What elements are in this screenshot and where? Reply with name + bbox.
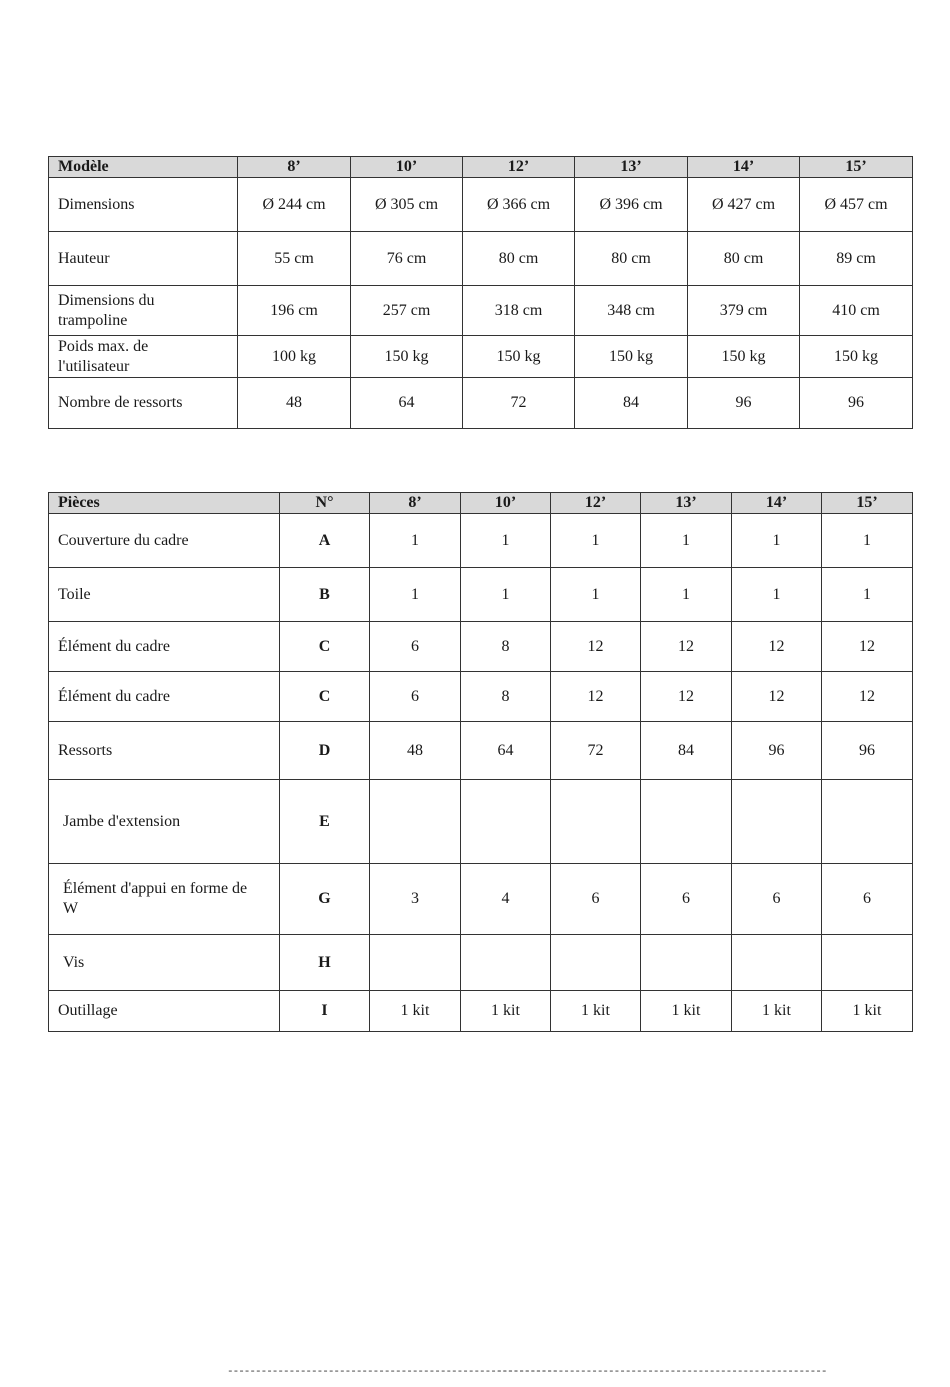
value-cell: 12 bbox=[822, 672, 913, 722]
value-cell: 1 bbox=[461, 568, 551, 622]
part-number: H bbox=[280, 935, 370, 991]
parts-header-size: 12’ bbox=[551, 493, 641, 514]
value-cell: 72 bbox=[551, 722, 641, 780]
value-cell bbox=[641, 780, 732, 864]
value-cell: 96 bbox=[800, 378, 913, 429]
spec-header-size: 12’ bbox=[463, 157, 575, 178]
value-cell: 196 cm bbox=[238, 286, 351, 336]
value-cell: 8 bbox=[461, 622, 551, 672]
spec-header-size: 10’ bbox=[351, 157, 463, 178]
value-cell bbox=[822, 780, 913, 864]
value-cell bbox=[822, 935, 913, 991]
value-cell: 3 bbox=[370, 864, 461, 935]
value-cell: 12 bbox=[551, 672, 641, 722]
value-cell: Ø 427 cm bbox=[688, 178, 800, 232]
value-cell bbox=[641, 935, 732, 991]
parts-row bbox=[49, 935, 913, 991]
spec-header-size: 8’ bbox=[238, 157, 351, 178]
spec-row bbox=[49, 286, 913, 336]
row-label-line: Toile bbox=[58, 585, 91, 603]
row-label-line: Élément d'appui en forme de bbox=[63, 880, 248, 897]
part-number: E bbox=[280, 780, 370, 864]
spec-row bbox=[49, 336, 913, 378]
value-cell: 150 kg bbox=[688, 336, 800, 378]
spec-row bbox=[49, 232, 913, 286]
value-cell: 89 cm bbox=[800, 232, 913, 286]
value-cell: 84 bbox=[641, 722, 732, 780]
value-cell: 1 kit bbox=[641, 991, 732, 1032]
row-label bbox=[49, 864, 280, 935]
value-cell: 1 bbox=[370, 568, 461, 622]
value-cell: 1 bbox=[732, 568, 822, 622]
value-cell bbox=[732, 780, 822, 864]
value-cell bbox=[370, 780, 461, 864]
value-cell: 12 bbox=[551, 622, 641, 672]
value-cell: 76 cm bbox=[351, 232, 463, 286]
value-cell: 80 cm bbox=[688, 232, 800, 286]
value-cell: 80 cm bbox=[463, 232, 575, 286]
row-label-line: Ressorts bbox=[58, 741, 113, 759]
parts-header-size: 8’ bbox=[370, 493, 461, 514]
value-cell: 348 cm bbox=[575, 286, 688, 336]
value-cell: 1 bbox=[461, 514, 551, 568]
row-label bbox=[49, 232, 238, 286]
value-cell: 6 bbox=[641, 864, 732, 935]
spec-row bbox=[49, 178, 913, 232]
parts-header-number: N° bbox=[280, 493, 370, 514]
parts-row bbox=[49, 568, 913, 622]
value-cell: 12 bbox=[732, 622, 822, 672]
value-cell: Ø 457 cm bbox=[800, 178, 913, 232]
value-cell: Ø 244 cm bbox=[238, 178, 351, 232]
row-label-line: Jambe d'extension bbox=[63, 812, 181, 830]
parts-row bbox=[49, 864, 913, 935]
parts-header-row bbox=[49, 493, 913, 514]
value-cell: 150 kg bbox=[463, 336, 575, 378]
spec-row bbox=[49, 378, 913, 429]
parts-table bbox=[48, 492, 913, 1032]
value-cell: 1 bbox=[551, 514, 641, 568]
part-number: A bbox=[280, 514, 370, 568]
value-cell: 6 bbox=[370, 622, 461, 672]
value-cell: 12 bbox=[822, 622, 913, 672]
row-label-line: Élément du cadre bbox=[58, 637, 170, 655]
row-label-line: Outillage bbox=[58, 1002, 118, 1019]
value-cell: 150 kg bbox=[575, 336, 688, 378]
part-number: C bbox=[280, 672, 370, 722]
row-label bbox=[49, 722, 280, 780]
value-cell: 1 kit bbox=[461, 991, 551, 1032]
value-cell: 257 cm bbox=[351, 286, 463, 336]
value-cell: 8 bbox=[461, 672, 551, 722]
value-cell: 55 cm bbox=[238, 232, 351, 286]
value-cell: 64 bbox=[461, 722, 551, 780]
row-label-line: Nombre de ressorts bbox=[58, 394, 183, 411]
value-cell: 84 bbox=[575, 378, 688, 429]
value-cell: 6 bbox=[370, 672, 461, 722]
parts-header-size: 13’ bbox=[641, 493, 732, 514]
value-cell bbox=[551, 780, 641, 864]
value-cell: 12 bbox=[641, 622, 732, 672]
value-cell: 6 bbox=[551, 864, 641, 935]
part-number: I bbox=[280, 991, 370, 1032]
row-label-line: Élément du cadre bbox=[58, 687, 170, 705]
value-cell: 48 bbox=[370, 722, 461, 780]
value-cell: 379 cm bbox=[688, 286, 800, 336]
value-cell: 1 kit bbox=[822, 991, 913, 1032]
part-number: B bbox=[280, 568, 370, 622]
value-cell: 1 bbox=[822, 514, 913, 568]
part-number: G bbox=[280, 864, 370, 935]
value-cell: 4 bbox=[461, 864, 551, 935]
value-cell bbox=[551, 935, 641, 991]
value-cell bbox=[732, 935, 822, 991]
row-label-line: Hauteur bbox=[58, 249, 110, 267]
value-cell: 1 kit bbox=[370, 991, 461, 1032]
value-cell: 100 kg bbox=[238, 336, 351, 378]
value-cell: 72 bbox=[463, 378, 575, 429]
value-cell: 1 bbox=[370, 514, 461, 568]
value-cell bbox=[461, 935, 551, 991]
specifications-table bbox=[48, 156, 913, 429]
row-label-line: trampoline bbox=[58, 311, 128, 329]
value-cell: 1 bbox=[641, 568, 732, 622]
row-label-line: Dimensions du bbox=[58, 291, 155, 309]
value-cell: 96 bbox=[732, 722, 822, 780]
value-cell: 64 bbox=[351, 378, 463, 429]
spec-header-row bbox=[49, 157, 913, 178]
parts-header-parts: Pièces bbox=[49, 493, 280, 514]
spec-header-model: Modèle bbox=[49, 157, 238, 178]
value-cell: 96 bbox=[822, 722, 913, 780]
parts-row bbox=[49, 991, 913, 1032]
value-cell: 12 bbox=[732, 672, 822, 722]
value-cell: 80 cm bbox=[575, 232, 688, 286]
value-cell: 96 bbox=[688, 378, 800, 429]
value-cell: 1 bbox=[732, 514, 822, 568]
row-label bbox=[49, 178, 238, 232]
value-cell: 6 bbox=[822, 864, 913, 935]
value-cell: 1 bbox=[551, 568, 641, 622]
row-label bbox=[49, 991, 280, 1032]
value-cell: 1 kit bbox=[551, 991, 641, 1032]
value-cell bbox=[461, 780, 551, 864]
parts-header-size: 15’ bbox=[822, 493, 913, 514]
row-label-line: W bbox=[63, 900, 79, 917]
value-cell: 1 bbox=[822, 568, 913, 622]
spec-header-size: 14’ bbox=[688, 157, 800, 178]
parts-row bbox=[49, 514, 913, 568]
row-label bbox=[49, 622, 280, 672]
parts-header-size: 10’ bbox=[461, 493, 551, 514]
value-cell: 6 bbox=[732, 864, 822, 935]
row-label-line: Poids max. de bbox=[58, 337, 149, 355]
row-label bbox=[49, 514, 280, 568]
value-cell: 1 bbox=[641, 514, 732, 568]
value-cell: 150 kg bbox=[800, 336, 913, 378]
row-label-line: Dimensions bbox=[58, 195, 135, 213]
signature-line-right: ----------------------------------------------------------- bbox=[496, 1366, 827, 1378]
value-cell bbox=[370, 935, 461, 991]
spec-header-size: 15’ bbox=[800, 157, 913, 178]
row-label bbox=[49, 286, 238, 336]
value-cell: Ø 305 cm bbox=[351, 178, 463, 232]
parts-row bbox=[49, 622, 913, 672]
value-cell: 48 bbox=[238, 378, 351, 429]
value-cell: 12 bbox=[641, 672, 732, 722]
value-cell: Ø 396 cm bbox=[575, 178, 688, 232]
part-number: D bbox=[280, 722, 370, 780]
parts-row bbox=[49, 722, 913, 780]
row-label bbox=[49, 780, 280, 864]
parts-row bbox=[49, 672, 913, 722]
parts-row bbox=[49, 780, 913, 864]
value-cell: 1 kit bbox=[732, 991, 822, 1032]
row-label-line: Vis bbox=[63, 953, 85, 971]
row-label bbox=[49, 935, 280, 991]
row-label bbox=[49, 672, 280, 722]
part-number: C bbox=[280, 622, 370, 672]
row-label-line: l'utilisateur bbox=[58, 357, 130, 375]
signature-line-left: ----------------------------------------------------------- bbox=[227, 1366, 558, 1378]
value-cell: Ø 366 cm bbox=[463, 178, 575, 232]
row-label bbox=[49, 378, 238, 429]
row-label bbox=[49, 568, 280, 622]
row-label-line: Couverture du cadre bbox=[58, 531, 189, 549]
parts-header-size: 14’ bbox=[732, 493, 822, 514]
value-cell: 318 cm bbox=[463, 286, 575, 336]
value-cell: 410 cm bbox=[800, 286, 913, 336]
spec-header-size: 13’ bbox=[575, 157, 688, 178]
value-cell: 150 kg bbox=[351, 336, 463, 378]
row-label bbox=[49, 336, 238, 378]
